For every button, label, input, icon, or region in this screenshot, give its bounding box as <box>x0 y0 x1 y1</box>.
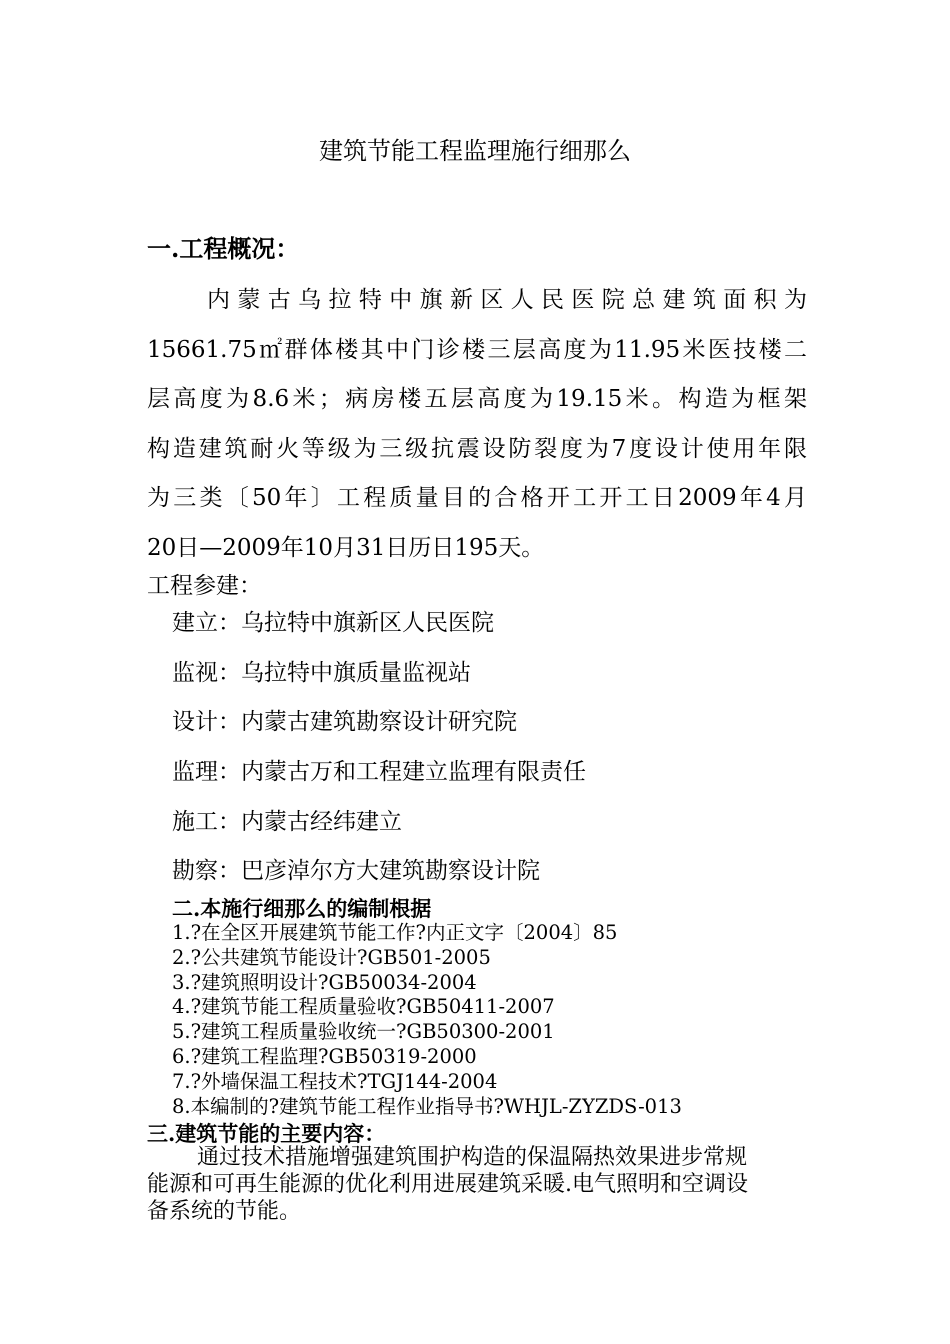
participant-item: 监视：乌拉特中旗质量监视站 <box>172 660 471 686</box>
participant-item: 设计：内蒙古建筑勘察设计研究院 <box>172 709 517 735</box>
basis-item: 4.?建筑节能工程质量验收?GB50411-2007 <box>172 995 555 1019</box>
basis-item: 1.?在全区开展建筑节能工作?内正文字〔2004〕85 <box>172 921 618 944</box>
basis-item: 8.本编制的?建筑节能工程作业指导书?WHJL-ZYZDS-013 <box>172 1094 682 1118</box>
paragraph-line: 15661.75㎡群体楼其中门诊楼三层高度为11.95米医技楼二 <box>147 336 807 363</box>
participant-item: 勘察：巴彦淖尔方大建筑勘察设计院 <box>172 858 540 884</box>
overview-paragraph <box>147 276 807 573</box>
basis-item: 7.?外墙保温工程技术?TGJ144-2004 <box>172 1069 498 1093</box>
basis-item: 2.?公共建筑节能设计?GB501-2005 <box>172 945 491 969</box>
paragraph-line: 能源和可再生能源的优化利用进展建筑采暖.电气照明和空调设 <box>147 1172 748 1197</box>
section-heading-overview: 一.工程概况： <box>147 234 300 263</box>
basis-list <box>172 921 682 1119</box>
section-heading-basis: 二.本施行细那么的编制根据 <box>172 896 432 921</box>
document-title: 建筑节能工程监理施行细那么 <box>319 137 631 165</box>
participant-item: 建立：乌拉特中旗新区人民医院 <box>172 610 494 636</box>
participants-label: 工程参建： <box>147 573 262 599</box>
basis-item: 6.?建筑工程监理?GB50319-2000 <box>172 1044 477 1068</box>
paragraph-line: 通过技术措施增强建筑围护构造的保温隔热效果进步常规 <box>197 1145 748 1170</box>
participant-item: 监理：内蒙古万和工程建立监理有限责任 <box>172 759 586 785</box>
participant-item: 施工：内蒙古经纬建立 <box>172 809 402 835</box>
content-paragraph <box>147 1144 807 1225</box>
paragraph-line: 为三类〔50年〕工程质量目的合格开工开工日2009年4月 <box>147 485 807 511</box>
paragraph-line: 内蒙古乌拉特中旗新区人民医院总建筑面积为 <box>207 287 807 313</box>
basis-item: 3.?建筑照明设计?GB50034-2004 <box>172 970 477 994</box>
paragraph-line: 20日—2009年10月31日历日195天。 <box>147 534 545 561</box>
paragraph-line: 构造建筑耐火等级为三级抗震设防裂度为7度设计使用年限 <box>147 435 807 462</box>
section-heading-content: 三.建筑节能的主要内容： <box>147 1121 386 1146</box>
basis-item: 5.?建筑工程质量验收统一?GB50300-2001 <box>172 1020 555 1044</box>
paragraph-line: 备系统的节能。 <box>147 1199 302 1224</box>
paragraph-line: 层高度为8.6米；病房楼五层高度为19.15米。构造为框架 <box>147 386 807 412</box>
